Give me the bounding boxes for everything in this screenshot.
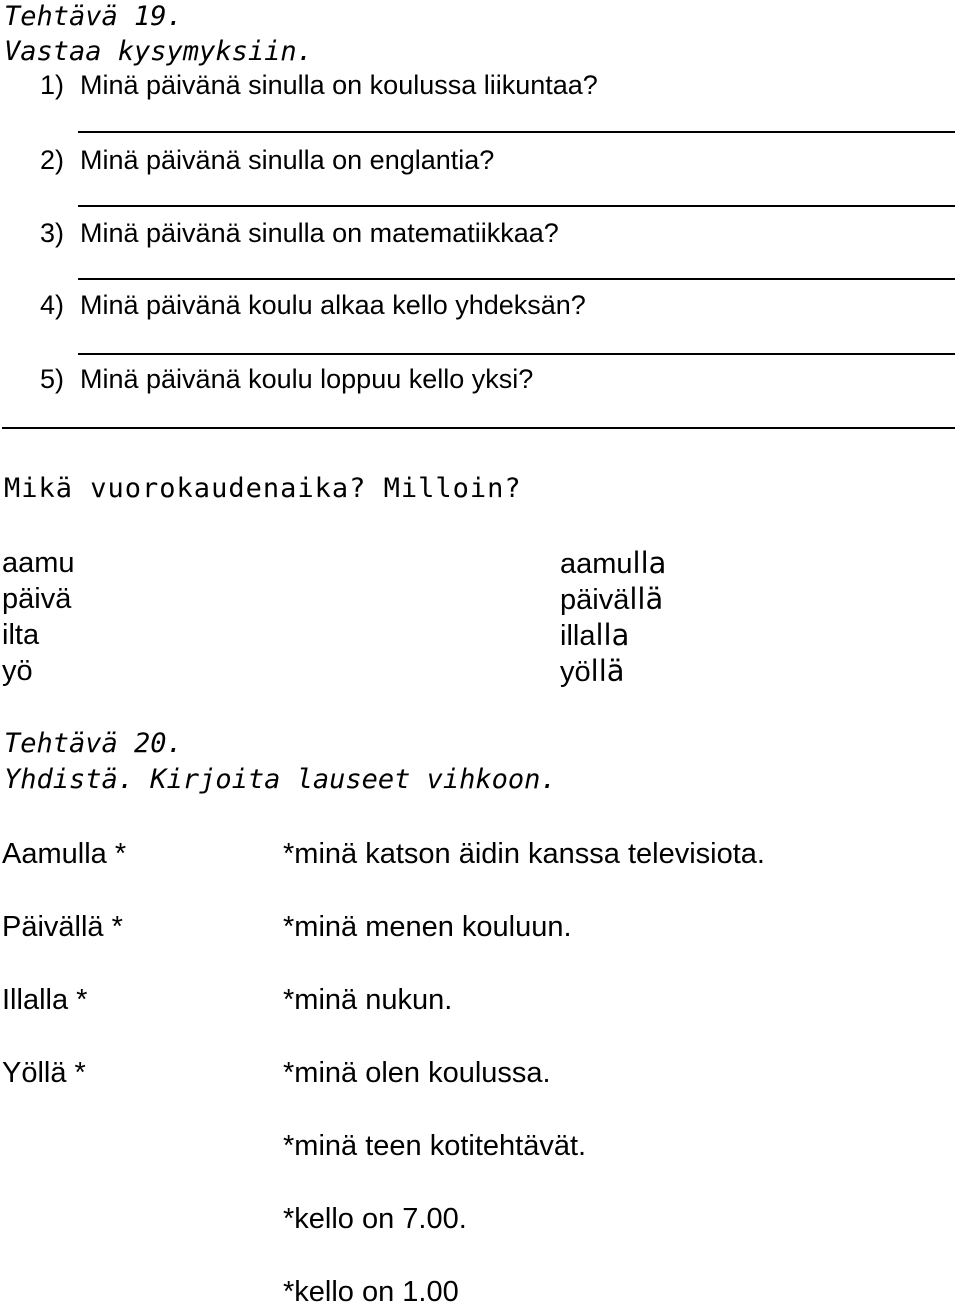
question-5: [40, 362, 533, 396]
adessive-ending: lla: [632, 546, 667, 580]
match-left-2[interactable]: Päivällä *: [2, 911, 123, 943]
answer-line-2[interactable]: [78, 205, 955, 207]
question-number: 5): [40, 364, 65, 394]
question-2: [40, 143, 494, 177]
question-text: Minä päivänä koulu loppuu kello yksi?: [80, 364, 534, 394]
adessive-night: [560, 653, 625, 690]
adessive-ending: llä: [590, 654, 625, 688]
task19-instruction: Vastaa kysymyksiin.: [4, 36, 313, 67]
answer-line-5[interactable]: [2, 427, 955, 429]
question-text: Minä päivänä sinulla on koulussa liikuntaa?: [80, 70, 598, 100]
base-word-night: yö: [2, 655, 33, 687]
answer-line-1[interactable]: [78, 131, 955, 133]
base-word-morning: aamu: [2, 547, 75, 579]
adessive-morning: [560, 545, 666, 582]
question-text: Minä päivänä koulu alkaa kello yhdeksän?: [80, 290, 586, 320]
task20-instruction: Yhdistä. Kirjoita lauseet vihkoon.: [4, 764, 557, 795]
match-right-4[interactable]: *minä olen koulussa.: [283, 1057, 551, 1089]
match-left-3[interactable]: Illalla *: [2, 984, 88, 1016]
question-1: [40, 68, 598, 102]
question-text: Minä päivänä sinulla on matematiikkaa?: [80, 218, 559, 248]
task20-title: Tehtävä 20.: [4, 728, 183, 759]
adessive-stem: aamu: [560, 548, 633, 580]
question-4: [40, 288, 586, 322]
answer-line-3[interactable]: [78, 278, 955, 280]
task19-title: Tehtävä 19.: [4, 1, 183, 32]
match-right-1[interactable]: *minä katson äidin kanssa televisiota.: [283, 838, 765, 870]
adessive-ending: llä: [629, 582, 664, 616]
base-word-day: päivä: [2, 583, 72, 615]
adessive-stem: yö: [560, 656, 591, 688]
question-number: 2): [40, 145, 65, 175]
answer-line-4[interactable]: [78, 353, 955, 355]
question-3: [40, 216, 559, 250]
question-text: Minä päivänä sinulla on englantia?: [80, 145, 495, 175]
base-word-evening: ilta: [2, 619, 40, 651]
match-right-5[interactable]: *minä teen kotitehtävät.: [283, 1130, 587, 1162]
match-right-2[interactable]: *minä menen kouluun.: [283, 911, 572, 943]
match-right-3[interactable]: *minä nukun.: [283, 984, 453, 1016]
adessive-stem: illa: [560, 620, 596, 652]
match-right-7[interactable]: *kello on 1.00: [283, 1276, 459, 1308]
question-number: 1): [40, 70, 65, 100]
adessive-stem: päivä: [560, 584, 630, 616]
match-left-1[interactable]: Aamulla *: [2, 838, 127, 870]
timeofday-heading: Mikä vuorokaudenaika? Milloin?: [4, 473, 522, 504]
question-number: 4): [40, 290, 65, 320]
adessive-ending: lla: [595, 618, 630, 652]
question-number: 3): [40, 218, 65, 248]
adessive-day: [560, 581, 663, 618]
match-right-6[interactable]: *kello on 7.00.: [283, 1203, 467, 1235]
match-left-4[interactable]: Yöllä *: [2, 1057, 86, 1089]
adessive-evening: [560, 617, 629, 654]
